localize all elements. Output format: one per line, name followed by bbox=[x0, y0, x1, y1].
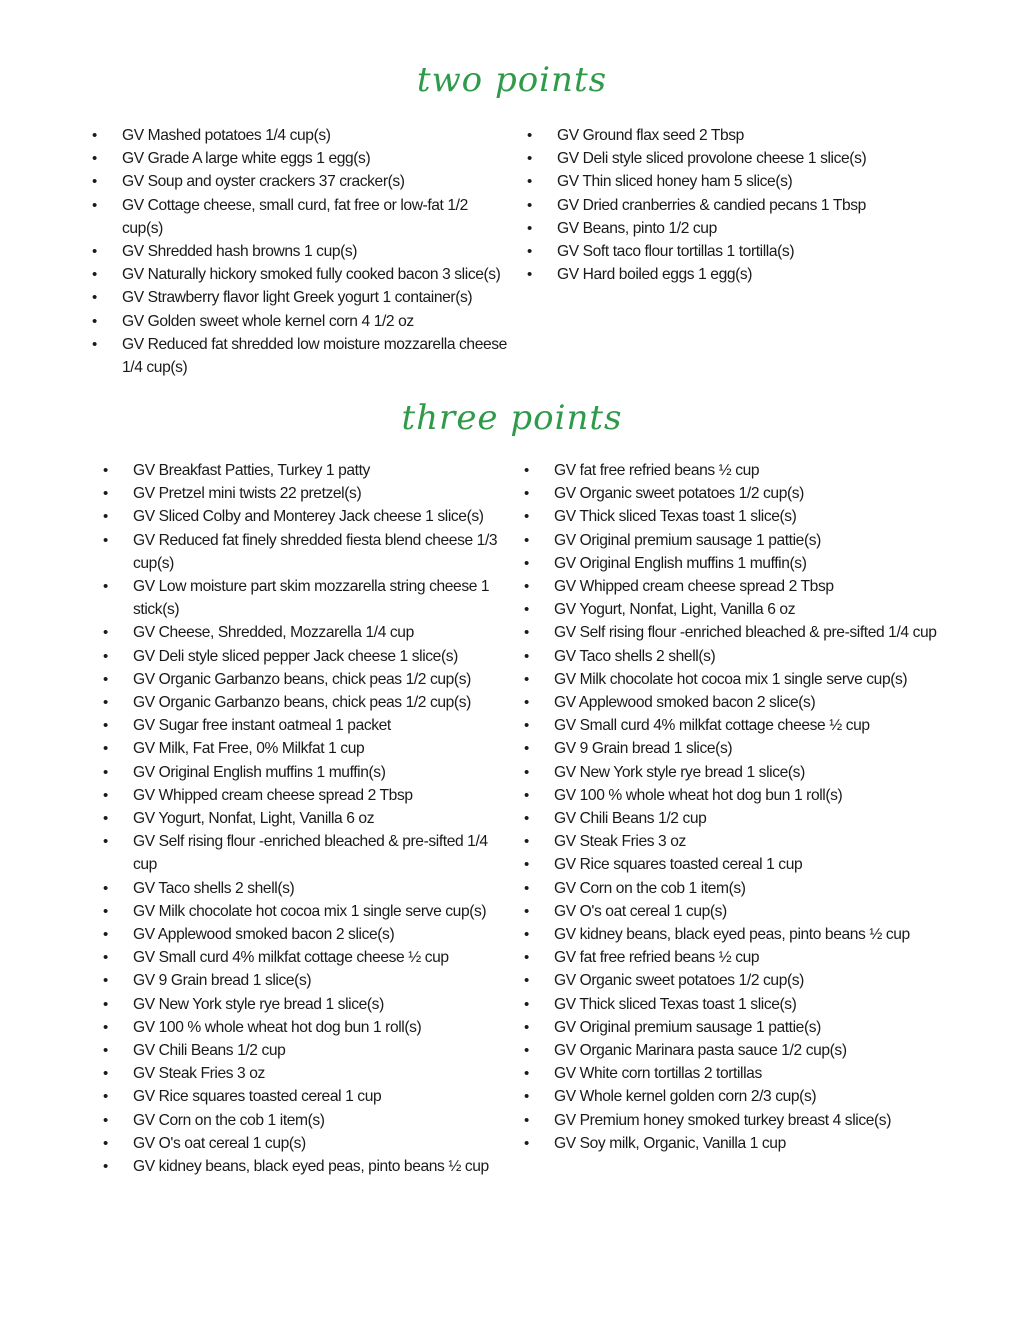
list-item: • GV Thin sliced honey ham 5 slice(s) bbox=[527, 170, 947, 193]
list-item: • GV Mashed potatoes 1/4 cup(s) bbox=[92, 124, 512, 147]
list-item: • GV New York style rye bread 1 slice(s) bbox=[103, 993, 503, 1016]
list-item: • GV New York style rye bread 1 slice(s) bbox=[524, 761, 944, 784]
list-item: • GV Soup and oyster crackers 37 cracker(s) bbox=[92, 170, 512, 193]
list-item: • GV Rice squares toasted cereal 1 cup bbox=[103, 1085, 503, 1108]
list-item: • GV Deli style sliced provolone cheese 1 slice(s) bbox=[527, 147, 947, 170]
list-item: • GV Steak Fries 3 oz bbox=[524, 830, 944, 853]
list-item: • GV Applewood smoked bacon 2 slice(s) bbox=[524, 691, 944, 714]
list-item: • GV Self rising flour -enriched bleached & pre-sifted 1/4 cup bbox=[103, 830, 503, 876]
two-points-list-right bbox=[527, 124, 947, 286]
list-item: • GV Corn on the cob 1 item(s) bbox=[524, 877, 944, 900]
list-item: • GV Whipped cream cheese spread 2 Tbsp bbox=[524, 575, 944, 598]
list-item: • GV Shredded hash browns 1 cup(s) bbox=[92, 240, 512, 263]
list-item: • GV kidney beans, black eyed peas, pinto beans ½ cup bbox=[524, 923, 944, 946]
list-item: • GV Applewood smoked bacon 2 slice(s) bbox=[103, 923, 503, 946]
list-item: • GV 9 Grain bread 1 slice(s) bbox=[103, 969, 503, 992]
list-item: • GV Pretzel mini twists 22 pretzel(s) bbox=[103, 482, 503, 505]
list-item: • GV Organic Garbanzo beans, chick peas 1/2 cup(s) bbox=[103, 668, 503, 691]
list-item: • GV O's oat cereal 1 cup(s) bbox=[103, 1132, 503, 1155]
list-item: • GV Grade A large white eggs 1 egg(s) bbox=[92, 147, 512, 170]
list-item: • GV Soy milk, Organic, Vanilla 1 cup bbox=[524, 1132, 944, 1155]
list-item: • GV O's oat cereal 1 cup(s) bbox=[524, 900, 944, 923]
list-item: • GV Breakfast Patties, Turkey 1 patty bbox=[103, 459, 503, 482]
list-item: • GV Milk chocolate hot cocoa mix 1 single serve cup(s) bbox=[524, 668, 944, 691]
list-item: • GV Yogurt, Nonfat, Light, Vanilla 6 oz bbox=[103, 807, 503, 830]
list-item: • GV Original premium sausage 1 pattie(s) bbox=[524, 1016, 944, 1039]
list-item: • GV Organic sweet potatoes 1/2 cup(s) bbox=[524, 969, 944, 992]
list-item: • GV Whole kernel golden corn 2/3 cup(s) bbox=[524, 1085, 944, 1108]
list-item: • GV Yogurt, Nonfat, Light, Vanilla 6 oz bbox=[524, 598, 944, 621]
list-item: • GV Milk chocolate hot cocoa mix 1 single serve cup(s) bbox=[103, 900, 503, 923]
list-item: • GV Premium honey smoked turkey breast 4 slice(s) bbox=[524, 1109, 944, 1132]
list-item: • GV Reduced fat shredded low moisture mozzarella cheese 1/4 cup(s) bbox=[92, 333, 512, 379]
list-item: • GV Deli style sliced pepper Jack cheese 1 slice(s) bbox=[103, 645, 503, 668]
list-item: • GV fat free refried beans ½ cup bbox=[524, 946, 944, 969]
list-item: • GV Low moisture part skim mozzarella string cheese 1 stick(s) bbox=[103, 575, 503, 621]
list-item: • GV Milk, Fat Free, 0% Milkfat 1 cup bbox=[103, 737, 503, 760]
list-item: • GV Taco shells 2 shell(s) bbox=[524, 645, 944, 668]
list-item: • GV Cottage cheese, small curd, fat free or low-fat 1/2 cup(s) bbox=[92, 194, 512, 240]
list-item: • GV 9 Grain bread 1 slice(s) bbox=[524, 737, 944, 760]
list-item: • GV Golden sweet whole kernel corn 4 1/2 oz bbox=[92, 310, 512, 333]
list-item: • GV 100 % whole wheat hot dog bun 1 roll(s) bbox=[103, 1016, 503, 1039]
list-item: • GV Organic Marinara pasta sauce 1/2 cup(s) bbox=[524, 1039, 944, 1062]
two-points-list-left bbox=[92, 124, 512, 379]
list-item: • GV Taco shells 2 shell(s) bbox=[103, 877, 503, 900]
list-item: • GV Hard boiled eggs 1 egg(s) bbox=[527, 263, 947, 286]
list-item: • GV 100 % whole wheat hot dog bun 1 roll(s) bbox=[524, 784, 944, 807]
list-item: • GV Whipped cream cheese spread 2 Tbsp bbox=[103, 784, 503, 807]
list-item: • GV Chili Beans 1/2 cup bbox=[524, 807, 944, 830]
list-item: • GV Original English muffins 1 muffin(s) bbox=[103, 761, 503, 784]
list-item: • GV fat free refried beans ½ cup bbox=[524, 459, 944, 482]
list-item: • GV Original premium sausage 1 pattie(s) bbox=[524, 529, 944, 552]
list-item: • GV Thick sliced Texas toast 1 slice(s) bbox=[524, 505, 944, 528]
list-item: • GV White corn tortillas 2 tortillas bbox=[524, 1062, 944, 1085]
list-item: • GV Small curd 4% milkfat cottage cheese ½ cup bbox=[524, 714, 944, 737]
list-item: • GV Original English muffins 1 muffin(s) bbox=[524, 552, 944, 575]
three-points-list-right bbox=[524, 459, 944, 1155]
list-item: • GV Soft taco flour tortillas 1 tortilla(s) bbox=[527, 240, 947, 263]
list-item: • GV Thick sliced Texas toast 1 slice(s) bbox=[524, 993, 944, 1016]
list-item: • GV Dried cranberries & candied pecans 1 Tbsp bbox=[527, 194, 947, 217]
section-title-two-points: two points bbox=[416, 60, 608, 100]
three-points-list-left bbox=[103, 459, 503, 1178]
list-item: • GV Strawberry flavor light Greek yogurt 1 container(s) bbox=[92, 286, 512, 309]
list-item: • GV Self rising flour -enriched bleached & pre-sifted 1/4 cup bbox=[524, 621, 944, 644]
list-item: • GV Sliced Colby and Monterey Jack cheese 1 slice(s) bbox=[103, 505, 503, 528]
list-item: • GV kidney beans, black eyed peas, pinto beans ½ cup bbox=[103, 1155, 503, 1178]
list-item: • GV Rice squares toasted cereal 1 cup bbox=[524, 853, 944, 876]
list-item: • GV Corn on the cob 1 item(s) bbox=[103, 1109, 503, 1132]
list-item: • GV Cheese, Shredded, Mozzarella 1/4 cup bbox=[103, 621, 503, 644]
list-item: • GV Naturally hickory smoked fully cooked bacon 3 slice(s) bbox=[92, 263, 512, 286]
list-item: • GV Organic sweet potatoes 1/2 cup(s) bbox=[524, 482, 944, 505]
list-item: • GV Reduced fat finely shredded fiesta blend cheese 1/3 cup(s) bbox=[103, 529, 503, 575]
list-item: • GV Organic Garbanzo beans, chick peas 1/2 cup(s) bbox=[103, 691, 503, 714]
list-item: • GV Ground flax seed 2 Tbsp bbox=[527, 124, 947, 147]
list-item: • GV Beans, pinto 1/2 cup bbox=[527, 217, 947, 240]
list-item: • GV Sugar free instant oatmeal 1 packet bbox=[103, 714, 503, 737]
list-item: • GV Small curd 4% milkfat cottage cheese ½ cup bbox=[103, 946, 503, 969]
section-title-three-points: three points bbox=[401, 398, 623, 438]
list-item: • GV Chili Beans 1/2 cup bbox=[103, 1039, 503, 1062]
list-item: • GV Steak Fries 3 oz bbox=[103, 1062, 503, 1085]
